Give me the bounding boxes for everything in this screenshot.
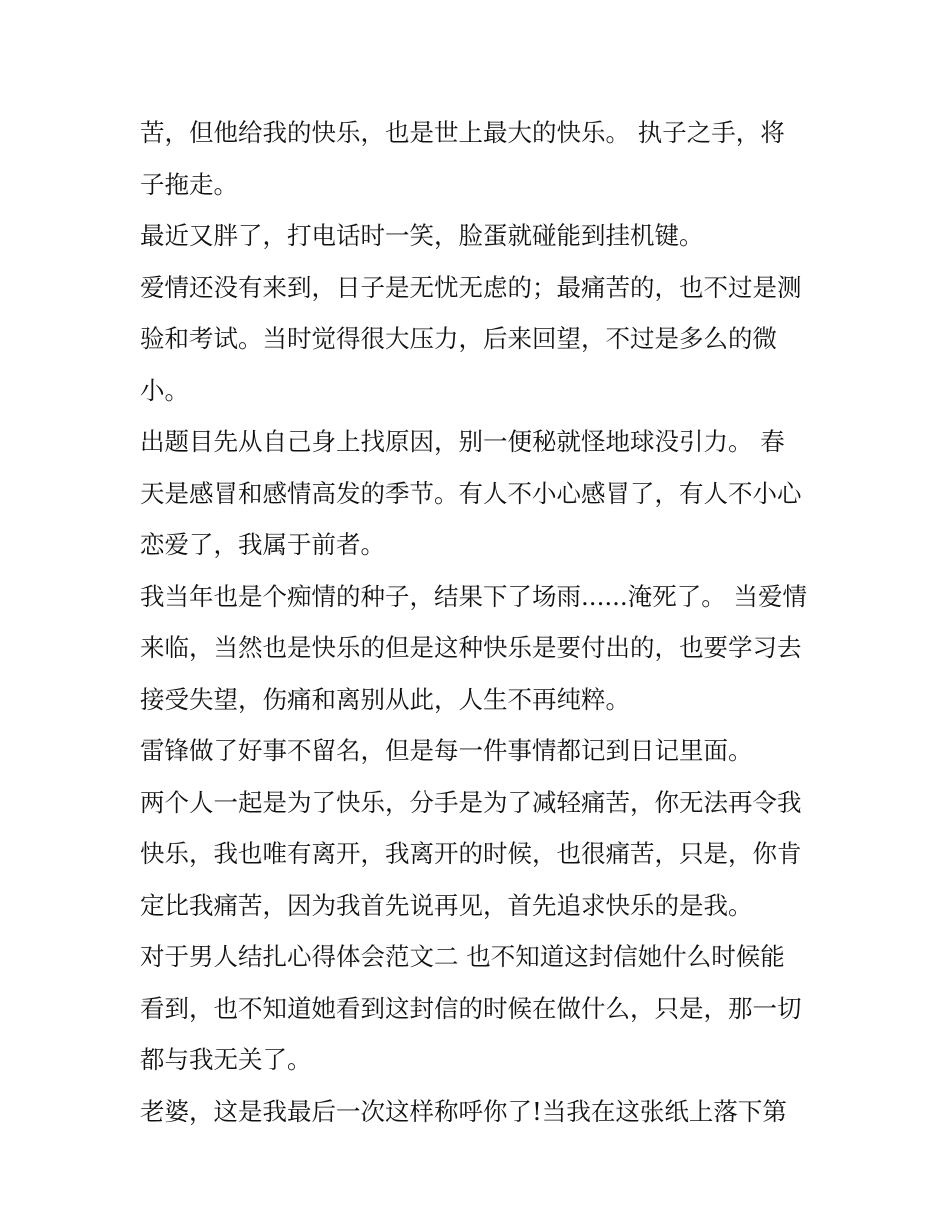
text-line: 雷锋做了好事不留名，但是每一件事情都记到日记里面。 <box>140 736 753 765</box>
text-line: 爱情还没有来到，日子是无忧无虑的；最痛苦的，也不过是测 <box>140 272 802 302</box>
text-line: 两个人一起是为了快乐，分手是为了减轻痛苦，你无法再令我 <box>140 787 802 817</box>
text-line: 来临，当然也是快乐的但是这种快乐是要付出的，也要学习去 <box>140 633 802 662</box>
text-line: 对于男人结扎心得体会范文二 也不知道这封信她什么时候能 <box>140 942 785 971</box>
document-body <box>140 107 820 1137</box>
text-line: 出题目先从自己身上找原因，别一便秘就怪地球没引力。 春 <box>140 427 785 456</box>
text-line: 天是感冒和感情高发的季节。有人不小心感冒了，有人不小心 <box>140 478 802 508</box>
text-line: 最近又胖了，打电话时一笑，脸蛋就碰能到挂机键。 <box>140 221 704 250</box>
text-line: 接受失望，伤痛和离别从此，人生不再纯粹。 <box>140 684 630 714</box>
text-line: 子拖走。 <box>140 169 238 199</box>
text-line: 验和考试。当时觉得很大压力，后来回望，不过是多么的微 <box>140 324 777 353</box>
text-line: 快乐，我也唯有离开，我离开的时候，也很痛苦，只是，你肯 <box>140 839 802 868</box>
text-line: 小。 <box>140 375 189 405</box>
text-line: 恋爱了，我属于前者。 <box>140 530 385 559</box>
text-line: 老婆，这是我最后一次这样称呼你了!当我在这张纸上落下第 <box>140 1096 787 1126</box>
text-line: 看到，也不知道她看到这封信的时候在做什么，只是，那一切 <box>140 993 802 1023</box>
text-line: 我当年也是个痴情的种子，结果下了场雨......淹死了。 当爱情 <box>140 581 808 611</box>
text-line: 定比我痛苦，因为我首先说再见，首先追求快乐的是我。 <box>140 890 753 920</box>
text-line: 苦，但他给我的快乐，也是世上最大的快乐。 执子之手，将 <box>140 118 785 147</box>
text-line: 都与我无关了。 <box>140 1045 312 1074</box>
